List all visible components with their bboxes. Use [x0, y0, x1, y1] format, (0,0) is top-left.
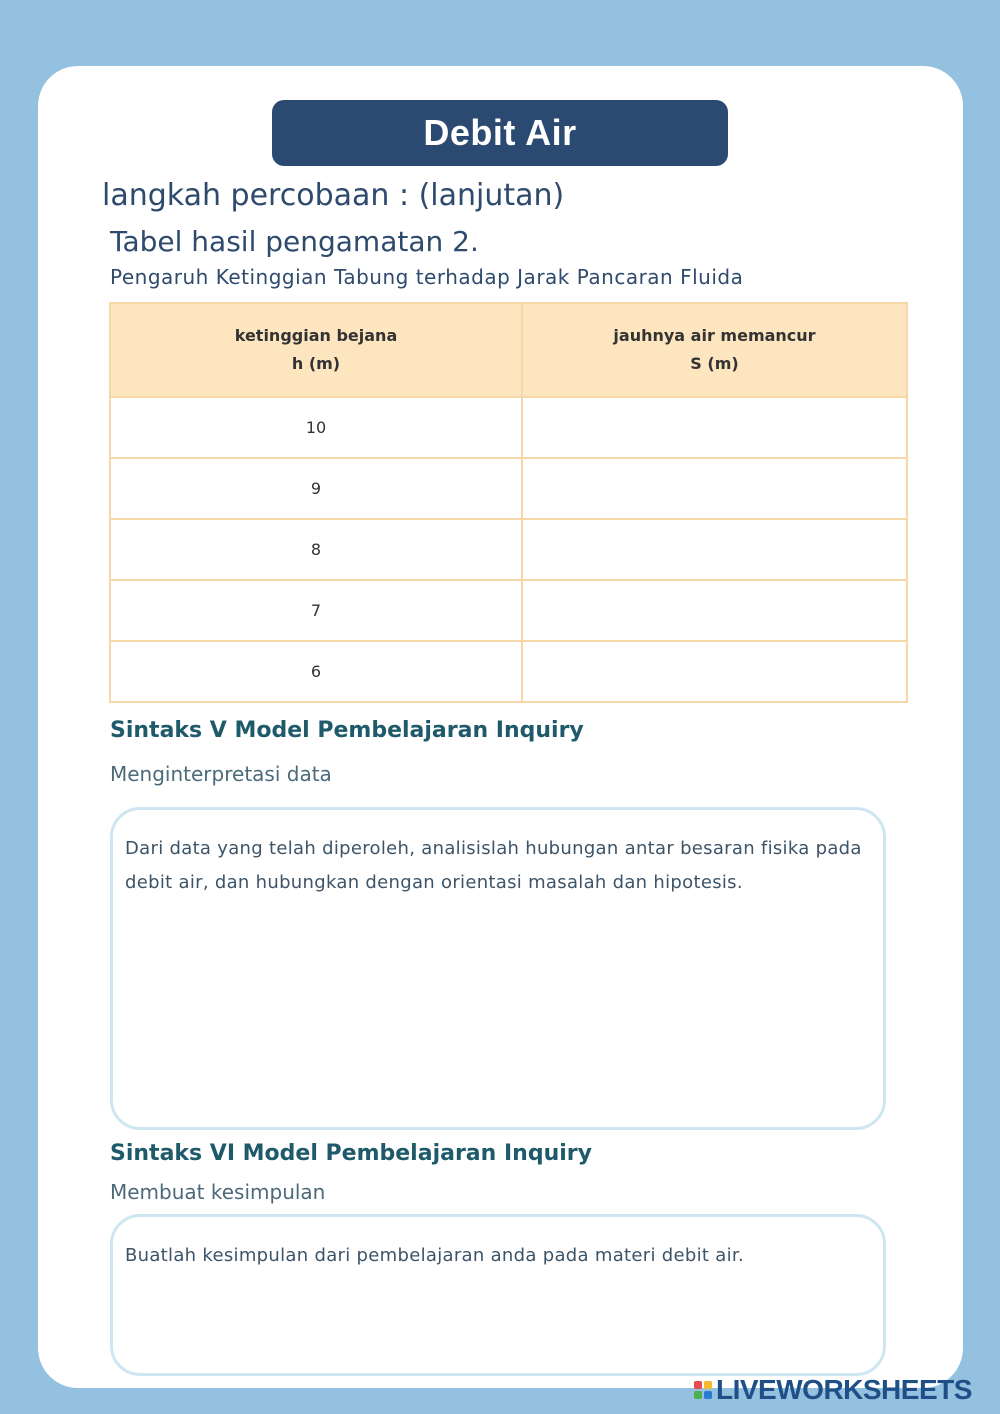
section6-subtitle: Membuat kesimpulan: [110, 1180, 326, 1204]
table-row: [110, 458, 907, 519]
section5-title: Sintaks V Model Pembelajaran Inquiry: [110, 718, 584, 743]
page-title: Debit Air: [423, 112, 577, 153]
conclusion-prompt: Buatlah kesimpulan dari pembelajaran anda pada materi debit air.: [125, 1245, 744, 1266]
conclusion-answer-box[interactable]: [110, 1214, 886, 1376]
header-distance-label: jauhnya air memancur: [613, 326, 816, 345]
liveworksheets-brand: [694, 1374, 972, 1406]
distance-input-cell[interactable]: [522, 580, 907, 641]
brand-text: LIVEWORKSHEETS: [716, 1374, 972, 1405]
steps-heading: langkah percobaan : (lanjutan): [102, 178, 565, 213]
table-subheading: Pengaruh Ketinggian Tabung terhadap Jarak Pancaran Fluida: [110, 265, 744, 289]
observation-table: [109, 302, 908, 703]
section5-subtitle: Menginterpretasi data: [110, 762, 332, 786]
table-row: [110, 519, 907, 580]
liveworksheets-logo-icon: [694, 1381, 712, 1399]
table-header-row: [110, 303, 907, 397]
table-heading: Tabel hasil pengamatan 2.: [110, 225, 479, 258]
distance-input-cell[interactable]: [522, 397, 907, 458]
table-row: [110, 397, 907, 458]
distance-input-cell[interactable]: [522, 641, 907, 702]
height-cell: 9: [110, 458, 522, 519]
header-height-label: ketinggian bejana: [234, 326, 398, 345]
distance-input-cell[interactable]: [522, 519, 907, 580]
header-height: [110, 303, 522, 397]
height-cell: 8: [110, 519, 522, 580]
header-distance: [522, 303, 907, 397]
interpretation-prompt: Dari data yang telah diperoleh, analisislah hubungan antar besaran fisika pada debit air, dan hubungkan dengan orientasi masalah dan hipotesis.: [125, 838, 862, 893]
table-row: [110, 641, 907, 702]
header-distance-unit: S (m): [690, 354, 739, 373]
height-cell: 10: [110, 397, 522, 458]
distance-input-cell[interactable]: [522, 458, 907, 519]
height-cell: 7: [110, 580, 522, 641]
title-banner: [272, 100, 728, 166]
header-height-unit: h (m): [291, 354, 341, 373]
section6-title: Sintaks VI Model Pembelajaran Inquiry: [110, 1141, 592, 1166]
interpretation-answer-box[interactable]: [110, 807, 886, 1130]
height-cell: 6: [110, 641, 522, 702]
table-row: [110, 580, 907, 641]
